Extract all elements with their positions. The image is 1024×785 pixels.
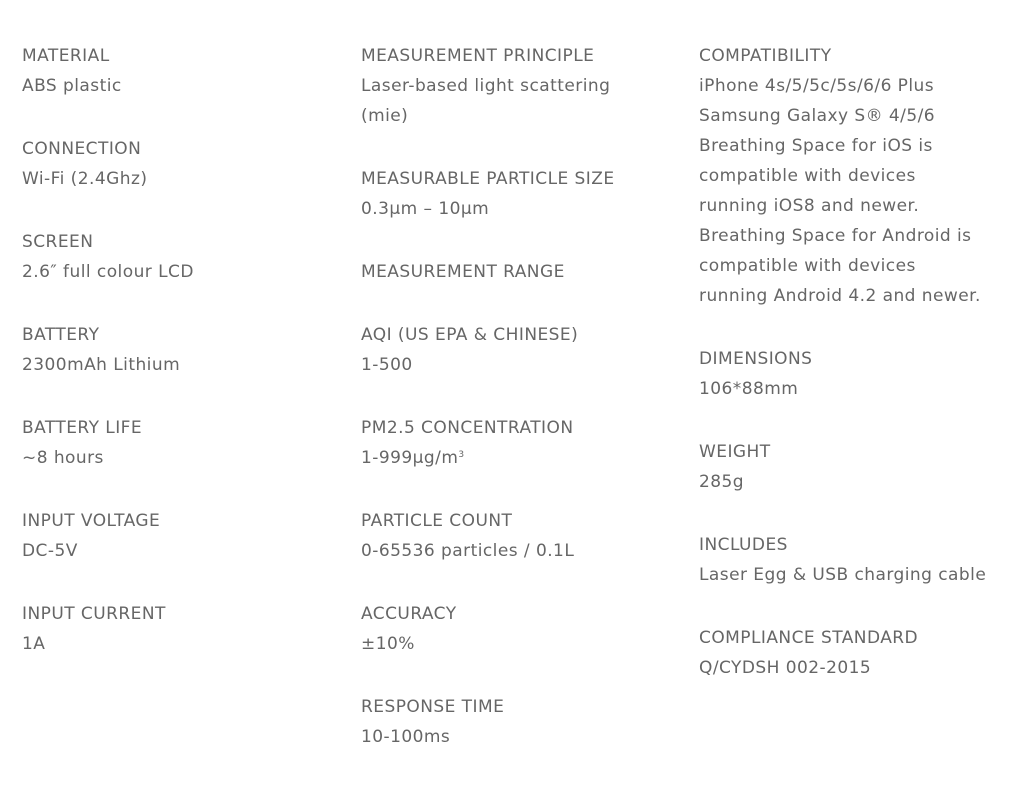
spec-label: MATERIAL <box>22 46 110 66</box>
spec-value: Wi-Fi (2.4Ghz) <box>22 169 148 189</box>
spec-label: DIMENSIONS <box>699 349 813 369</box>
spec-label: MEASURABLE PARTICLE SIZE <box>361 169 615 189</box>
spec-value: 0-65536 particles / 0.1L <box>361 541 575 561</box>
spec-label: COMPLIANCE STANDARD <box>699 628 919 648</box>
spec-label: BATTERY LIFE <box>22 418 143 438</box>
spec-value: 106*88mm <box>699 379 799 399</box>
spec-value-line: Samsung Galaxy S® 4/5/6 <box>699 106 936 126</box>
spec-column-3 <box>699 41 1019 716</box>
spec-label: WEIGHT <box>699 442 771 462</box>
spec-label: ACCURACY <box>361 604 457 624</box>
spec-value: Laser-based light scattering <box>361 76 611 96</box>
spec-value-line: Breathing Space for Android is <box>699 226 972 246</box>
spec-value: ±10% <box>361 634 415 654</box>
spec-battery-life <box>22 413 342 473</box>
spec-material <box>22 41 342 101</box>
spec-aqi <box>361 320 681 380</box>
spec-value-line: running iOS8 and newer. <box>699 196 920 216</box>
spec-label: RESPONSE TIME <box>361 697 505 717</box>
spec-value-superscript: 3 <box>458 450 465 460</box>
spec-label: CONNECTION <box>22 139 142 159</box>
spec-label: INPUT VOLTAGE <box>22 511 161 531</box>
spec-value: 2.6″ full colour LCD <box>22 262 194 282</box>
spec-label: PM2.5 CONCENTRATION <box>361 418 574 438</box>
spec-label: MEASUREMENT RANGE <box>361 262 565 282</box>
spec-measurement-principle <box>361 41 681 131</box>
spec-value-line: compatible with devices <box>699 166 916 186</box>
spec-screen <box>22 227 342 287</box>
spec-battery <box>22 320 342 380</box>
spec-label: INCLUDES <box>699 535 788 555</box>
spec-value: 0.3μm – 10μm <box>361 199 490 219</box>
spec-label: AQI (US EPA & CHINESE) <box>361 325 579 345</box>
spec-input-current <box>22 599 342 659</box>
spec-connection <box>22 134 342 194</box>
spec-input-voltage <box>22 506 342 566</box>
spec-label: COMPATIBILITY <box>699 46 832 66</box>
spec-value-line: compatible with devices <box>699 256 916 276</box>
spec-value: DC-5V <box>22 541 78 561</box>
spec-value: 10-100ms <box>361 727 451 747</box>
spec-column-2 <box>361 41 681 785</box>
spec-value: ~8 hours <box>22 448 104 468</box>
spec-value: Laser Egg & USB charging cable <box>699 565 987 585</box>
spec-includes <box>699 530 1019 590</box>
spec-weight <box>699 437 1019 497</box>
spec-value: (mie) <box>361 106 409 126</box>
spec-value-line: Breathing Space for iOS is <box>699 136 933 156</box>
spec-value-text: 1-999μg/m <box>361 448 459 468</box>
spec-compatibility <box>699 41 1019 311</box>
spec-grid <box>0 41 1024 747</box>
spec-measurement-range <box>361 257 681 287</box>
spec-value: 1A <box>22 634 46 654</box>
spec-value: 285g <box>699 472 745 492</box>
spec-value: 2300mAh Lithium <box>22 355 181 375</box>
spec-value-line: running Android 4.2 and newer. <box>699 286 981 306</box>
spec-value-line: iPhone 4s/5/5c/5s/6/6 Plus <box>699 76 935 96</box>
spec-particle-size <box>361 164 681 224</box>
spec-accuracy <box>361 599 681 659</box>
spec-particle-count <box>361 506 681 566</box>
spec-value: ABS plastic <box>22 76 122 96</box>
spec-label: MEASUREMENT PRINCIPLE <box>361 46 595 66</box>
spec-response-time <box>361 692 681 752</box>
spec-value <box>361 443 681 473</box>
spec-pm25 <box>361 413 681 473</box>
spec-label: BATTERY <box>22 325 100 345</box>
spec-value: 1-500 <box>361 355 413 375</box>
spec-dimensions <box>699 344 1019 404</box>
spec-label: SCREEN <box>22 232 94 252</box>
spec-label: PARTICLE COUNT <box>361 511 513 531</box>
spec-column-1 <box>22 41 342 692</box>
spec-value: Q/CYDSH 002-2015 <box>699 658 872 678</box>
spec-label: INPUT CURRENT <box>22 604 166 624</box>
spec-compliance <box>699 623 1019 683</box>
